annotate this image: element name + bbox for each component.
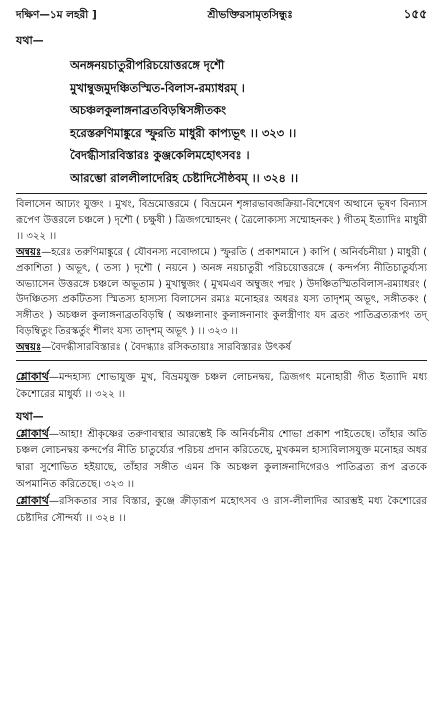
verse-line: হরেস্তরুণিমাঙ্কুরে স্ফুরতি মাধুরী কাপ্যভূৎ ।। ৩২৩ ।। <box>70 125 297 140</box>
commentary-text: —বৈদগ্ধীসারবিস্তারঃ ( বৈদগ্ধ্যাঃ রসিকতায়াঃ সারবিস্তারঃ উৎকর্ষ <box>41 342 291 354</box>
translation-block <box>16 369 427 527</box>
book-title: শ্রীভক্তিরসামৃতসিন্ধুঃ <box>207 9 293 21</box>
shlokartha-label: শ্লোকার্থ <box>16 370 49 384</box>
translation-text: —মন্দহাস্য শোভাযুক্ত মুখ, বিভ্রমযুক্ত চঞ্চল লোচনদ্বয়, ত্রিজগৎ মনোহারী গীত ইত্যাদি মধ্য কৈশোরের মাধুর্য্য ।। ৩২২ ।। <box>16 372 427 400</box>
anvaya-label: অন্বয়ঃ <box>16 246 42 258</box>
divider <box>16 360 427 361</box>
page-number: ১৫৫ <box>403 7 427 21</box>
divider <box>16 193 427 194</box>
translation-paragraph <box>16 426 427 493</box>
shlokartha-label: শ্লোকার্থ <box>16 426 49 440</box>
commentary-paragraph: বিলাসেন আঢ্যং যুক্তং । মুখং, বিভ্রমোত্তরমে ( বিভ্রমেন শৃঙ্গারভাবজক্রিয়া-বিশেষেণ অত্থানে ভূষণ বিন্যাস রূপেণ উত্তরলে চঞ্চলে ) দৃশৌ ( চক্ষুষী ) ত্রিজগন্মোহনং ( ত্রৈলোক্যস্য সম্মোহনকং ) গীতম্ ইত্যাদিঃ মাধুরী ।। ৩২২ ।। <box>16 199 427 242</box>
commentary-paragraph <box>16 245 427 340</box>
verse-line: বৈদগ্ধীসারবিস্তারঃ কুঞ্জকেলিমহোৎসবঃ । <box>70 148 250 162</box>
translation-paragraph <box>16 493 427 527</box>
sanskrit-verse <box>16 54 427 189</box>
commentary-block <box>16 197 427 356</box>
commentary-paragraph <box>16 340 427 356</box>
verse-line: মুখাম্বুজমুদঞ্চিতস্মিত-বিলাস-রম্যাধরম্ । <box>70 80 245 95</box>
commentary-text: —হরেঃ তরুণিমাঙ্কুরে ( যৌবনস্য নবোদ্গমে ) স্ফুরতি ( প্রকাশমানে ) কাপি ( অনির্বচনীয়া ) মাধুরী ( প্রকাশিতা ) অভূৎ, ( তস্য ) দৃশৌ ( নয়নে ) অনঙ্গ নয়চাতুরী পরিচয়োত্তরঙ্গে ( কন্দর্পস্য নীতিচাতুর্য্যস্য অভ্যাসেন উত্তরঙ্গে চঞ্চলে অভূতাম ) মুখাম্বুজং ( মুখমএব অম্বুজং পদ্মং ) উদঞ্চিতস্মিতবিলাস-রম্যাধরং ( উদঞ্চিতস্য প্রকটিতস্য স্মিতস্য হাস্যস্য বিলাসেন রম্যঃ মনোহরঃ অধরঃ যস্য তাদৃশম্ অভূৎ, সঙ্গীতকং ( সঙ্গীতং ) অচঞ্চল কুলাঙ্গনাব্রতবিড়ম্বি ( অঞ্চলানাং কুলাঙ্গনানাং কুলস্ত্রীণাং যদ ব্রতং পাতিব্রত্যরূপং তদ্ বিড়ম্বিতুং তিরস্কর্তুং শীলং যস্য তাদৃশম্ অভূৎ ) ।। ৩২৩ ।। <box>16 246 427 338</box>
translation-text: —আহা! শ্রীকৃষ্ণের তরুণাবস্থার আরম্ভেই কি অনির্বচনীয় শোভা প্রকাশ পাইতেছে। তাঁহার অতি চঞ্চল লোচনদ্বয় কন্দর্পের নীতি চাতুর্য্যের পরিচয় প্রদান করিতেছে, মুখকমল হাস্যবিলাসযুক্ত মনোহর অধর দ্বারা সুশোভিত হইয়াছে, তাঁহার সঙ্গীত এমন কি অচঞ্চল কুলাঙ্গনাদিগেরও পাতিব্রত্য রূপ ব্রতকে অপমানিত করিতেছে। ৩২৩ ।। <box>16 428 427 490</box>
verse-line: অচঞ্চলকুলাঙ্গনাব্রতবিড়ম্বিসঙ্গীতকং <box>70 103 226 117</box>
verse-label: যথা— <box>16 34 44 47</box>
verse-line: অনঙ্গনয়চাতুরীপরিচয়োত্তরঙ্গে দৃশৌ <box>70 58 225 72</box>
shlokartha-label: শ্লোকার্থ <box>16 494 49 508</box>
yatha-label: যথা— <box>16 410 44 424</box>
translation-text: —রসিকতার সার বিস্তার, কুঞ্জে ক্রীড়ারূপ মহোৎসব ও রাস-লীলাদির আরম্ভই মধ্য কৈশোরের চেষ্টাদির সৌন্দর্য্য ।। ৩২৪ ।। <box>16 496 427 524</box>
anvaya-label: অন্বয়ঃ <box>16 342 42 354</box>
verse-line: আরম্ভো রাললীলাদেরিহ চেষ্টাদিসৌষ্ঠবম্ ।। ৩২৪ ।। <box>70 170 299 185</box>
chapter-heading: দক্ষিণ—১ম লহরী ] <box>16 9 97 21</box>
page-header <box>16 0 427 32</box>
translation-paragraph <box>16 369 427 403</box>
